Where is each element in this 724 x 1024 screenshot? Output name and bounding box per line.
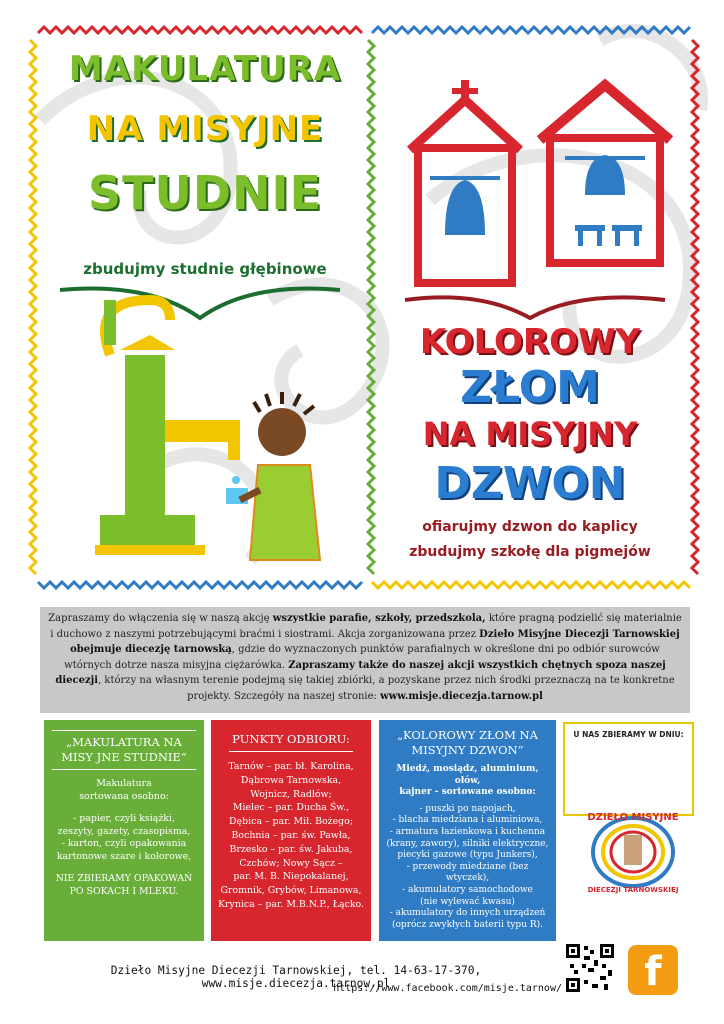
punkty-line: Czchów; Nowy Sącz – bbox=[239, 857, 343, 869]
intro-bold-1: wszystkie parafie, szkoły, przedszkola, bbox=[272, 613, 486, 624]
zlom-line: - puszki po napojach, bbox=[419, 803, 516, 814]
zigzag-top-left bbox=[38, 27, 362, 33]
makulatura-box-title: „MAKULATURA NA MISY JNE STUDNIE” bbox=[61, 735, 187, 764]
spacer bbox=[50, 803, 198, 813]
intro-website-link[interactable]: www.misje.diecezja.tarnow.pl bbox=[380, 690, 543, 702]
intro-text-4: , którzy na własnym terenie podejmą się takiej zbiórki, a pozyskane przez nich środki przeznaczą na te konkretne projekty. Szczegóły na naszej stronie: bbox=[98, 675, 675, 702]
makulatura-line: kartonowe szare i kolorowe, bbox=[56, 850, 192, 862]
makulatura-line: NIE ZBIERAMY OPAKOWAŃ bbox=[55, 873, 193, 884]
dzielo-misyjne-logo bbox=[593, 818, 673, 886]
punkty-line: Gromnik, Grybów, Limanowa, bbox=[220, 885, 362, 897]
punkty-line: Krynica – par. M.B.N.P., Łącko. bbox=[218, 898, 364, 910]
zigzag-right bbox=[692, 40, 698, 574]
punkty-line: Dąbrowa Tarnowska, bbox=[240, 774, 342, 786]
zlom-line: - blacha miedziana i aluminiowa, bbox=[392, 815, 543, 826]
zlom-line: - akumulatory samochodowe bbox=[402, 884, 533, 895]
zlom-title-line2: ZŁOM bbox=[460, 362, 600, 413]
zlom-title-line1: KOLOROWY bbox=[419, 322, 641, 362]
brace-divider-right bbox=[405, 297, 665, 318]
zlom-subtitle-line1: ofiarujmy dzwon do kaplicy bbox=[422, 519, 638, 535]
zlom-subtitle-line2: zbudujmy szkołę dla pigmejów bbox=[409, 544, 651, 560]
logo-text-bottom: DIECEZJI TARNOWSKIEJ bbox=[587, 886, 679, 894]
footer-contact: Dzieło Misyjne Diecezji Tarnowskiej, tel. 14-63-17-370, www.misje.diecezja.tarnow.pl bbox=[110, 964, 482, 990]
punkty-line: Bochnia – par. św. Pawła, bbox=[231, 829, 351, 841]
punkty-line: Tarnów – par. bł. Karolina, bbox=[228, 761, 354, 772]
zlom-line: piecyki gazowe (typu Junkers), bbox=[397, 850, 538, 861]
makulatura-title-line2: NA MISYJNE bbox=[86, 109, 324, 149]
punkty-line: Dębica – par. Mił. Bożego; bbox=[229, 816, 353, 828]
punkty-line: Mielec – par. Ducha Św., bbox=[232, 802, 350, 814]
makulatura-subtitle: zbudujmy studnie głębinowe bbox=[83, 260, 327, 278]
zigzag-bottom-right bbox=[372, 582, 690, 588]
collection-date-label: U NAS ZBIERAMY W DNIU: bbox=[573, 730, 684, 739]
makulatura-info-box bbox=[44, 720, 204, 941]
punkty-line: Brzesko – par. św. Jakuba, bbox=[229, 843, 353, 855]
facebook-letter: f bbox=[644, 949, 662, 995]
facebook-icon[interactable] bbox=[628, 945, 678, 995]
facebook-link[interactable]: https://www.facebook.com/misje.tarnow/ bbox=[333, 983, 562, 994]
collection-date-box[interactable] bbox=[563, 722, 694, 816]
makulatura-title-line3: STUDNIE bbox=[87, 166, 323, 220]
title-underline bbox=[229, 751, 353, 752]
makulatura-line: zeszyty, gazety, czasopisma, bbox=[57, 825, 191, 837]
zlom-line: - akumulatory do innych urządzeń bbox=[389, 908, 546, 919]
zlom-line: (krany, zawory), silniki elektryczne, bbox=[386, 838, 549, 849]
makulatura-line: - papier, czyli książki, bbox=[73, 813, 175, 824]
zlom-title-line3: NA MISYJNY bbox=[422, 415, 638, 453]
zlom-info-box bbox=[379, 720, 556, 941]
intro-text-1: Zapraszamy do włączenia się w naszą akcję bbox=[48, 613, 273, 624]
zigzag-bottom-left bbox=[38, 582, 362, 588]
zlom-box-title: „KOLOROWY ZŁOM NA MISYJNY DZWON” bbox=[397, 728, 538, 757]
zigzag-left bbox=[30, 40, 36, 574]
zlom-bold-line: kajner - sortowane osobno: bbox=[399, 787, 536, 798]
zlom-line: - przewody miedziane (bez wtyczek), bbox=[406, 861, 529, 884]
punkty-line: Wojnicz, Radłów; bbox=[250, 788, 332, 800]
zlom-box-body bbox=[385, 764, 550, 931]
makulatura-line: - karton, czyli opakowania bbox=[61, 838, 187, 849]
spacer bbox=[50, 863, 198, 873]
makulatura-box-body bbox=[50, 778, 198, 898]
makulatura-line: sortowana osobno: bbox=[79, 790, 169, 802]
intro-text-3: , gdzie do wyznaczonych punktów parafialnych w określone dni po odbiór surowców wtórnych dotrze nasza misyjna ciężarówka. bbox=[64, 644, 660, 671]
qr-code bbox=[566, 944, 614, 992]
makulatura-line: Makulatura bbox=[96, 778, 152, 789]
intro-paragraph bbox=[48, 611, 682, 704]
intro-bold-3: Zapraszamy także do naszej akcji wszystkich chętnych spoza naszej diecezji bbox=[55, 659, 666, 686]
intro-text-2: które pragną podzielić się materialnie i duchowo z naszymi potrzebującymi braćmi i siostrami. Akcja zorganizowana przez bbox=[50, 613, 682, 640]
makulatura-line: PO SOKACH I MLEKU. bbox=[69, 885, 179, 897]
punkty-line: par. M. B. Niepokalanej, bbox=[233, 871, 349, 883]
punkty-box-body bbox=[217, 760, 365, 912]
intro-bold-2: Dzieło Misyjne Diecezji Tarnowskiej obejmuje diecezję tarnowską bbox=[70, 628, 680, 655]
punkty-odbioru-box bbox=[211, 720, 371, 941]
water-pump-illustration bbox=[95, 300, 248, 555]
logo-text-top: DZIEŁO MISYJNE bbox=[587, 812, 679, 823]
zlom-line: (nie wylewać kwasu) bbox=[420, 896, 515, 907]
makulatura-title-line1: MAKULATURA bbox=[68, 49, 342, 89]
punkty-box-title: PUNKTY ODBIORU: bbox=[232, 732, 350, 746]
zlom-line: - armatura łazienkowa i kuchenna bbox=[389, 826, 546, 837]
zlom-bold-line: Miedź, mosiądz, aluminium, ołów, bbox=[396, 764, 539, 786]
zlom-title-line4: DZWON bbox=[434, 458, 626, 509]
zlom-line: (oprócz zwykłych baterii typu R). bbox=[392, 919, 543, 930]
